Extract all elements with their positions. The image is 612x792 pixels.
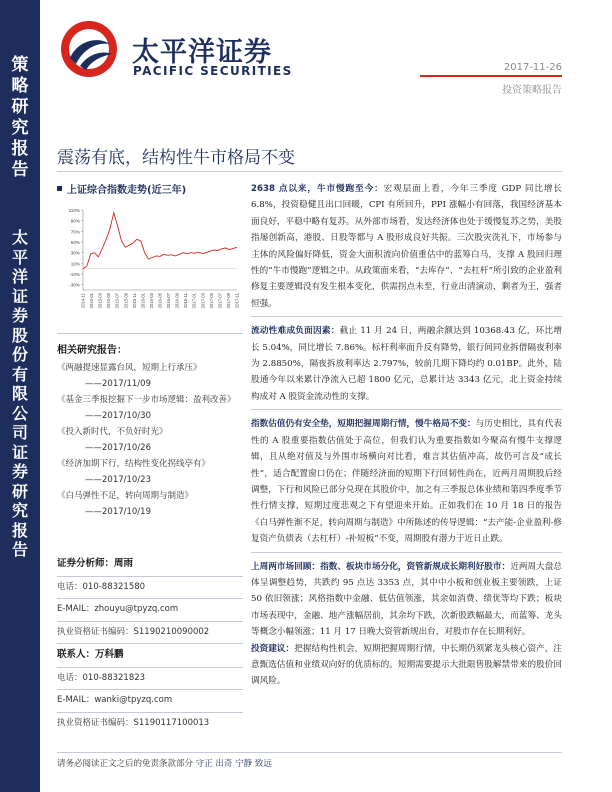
paragraph-divider <box>251 409 562 410</box>
related-report-title: 《基金三季报挖掘下一步市场逻辑：盈利改善》 <box>57 395 236 405</box>
x-tick-label: 2015-03 <box>97 293 103 309</box>
related-report-item[interactable] <box>57 392 243 424</box>
chart-panel <box>57 181 243 322</box>
contact-cert: 执业资格证书编码：S1190117100013 <box>57 717 210 728</box>
related-report-title: 《投入新时代，不负好时光》 <box>57 427 168 437</box>
paragraph-text: 截止 11 月 24 日，两融余额达到 10368.43 亿，环比增长 5.04%，同比增长 7.86%。标杆利率面升反有降势，银行间同业拆借隔夜利率为 2.8850%，隔夜拆放利率达 2.797%，较前几期下降均约 0.01BP。此外，陆股通今年以来累计净流入已超 1800 亿元，总累计达 3343 亿元，北上资金持续构成对 A 股资金流动性的支撑。 <box>251 326 562 402</box>
y-tick-label: 30% <box>70 250 80 256</box>
y-tick-label: 70% <box>70 229 80 235</box>
related-reports-title: 相关研究报告： <box>57 345 127 356</box>
related-report-date: ——2017/10/26 <box>85 443 151 453</box>
contact-name: 万科鹏 <box>95 649 124 660</box>
vertical-char: 报 <box>11 520 28 540</box>
vertical-char: 研 <box>11 97 29 117</box>
vertical-char: 份 <box>11 345 28 364</box>
x-tick-label: 2017-09 <box>225 293 231 309</box>
vertical-char: 太 <box>11 228 28 247</box>
vertical-char: 股 <box>11 325 28 345</box>
paragraph-lead: 投资建议： <box>251 643 295 654</box>
analyst-divider <box>57 576 243 577</box>
contact-heading <box>57 646 243 665</box>
body-paragraph <box>251 181 562 312</box>
vertical-company-name <box>0 228 40 560</box>
related-report-date: ——2017/10/30 <box>85 411 151 421</box>
vertical-char: 研 <box>11 481 28 501</box>
vertical-char: 究 <box>11 501 28 520</box>
related-report-date: ——2017/11/09 <box>85 379 151 389</box>
header-accent-line <box>420 75 562 77</box>
analyst-heading <box>57 555 243 574</box>
related-report-date: ——2017/10/23 <box>85 475 151 485</box>
vertical-char: 告 <box>11 540 28 559</box>
vertical-char: 平 <box>11 247 28 267</box>
vertical-char: 公 <box>11 403 28 423</box>
x-tick-label: 2015-01 <box>89 293 95 309</box>
x-tick-label: 2016-03 <box>148 293 154 309</box>
x-tick-label: 2017-01 <box>191 293 197 309</box>
analyst-divider <box>57 712 243 713</box>
paragraph-lead: 上周两市场回顾：指数、板块市场分化，资管新规成长期利好股市： <box>251 561 511 572</box>
paragraph-text: 与历史相比，具有代表性的 A 股重要指数估值处于高位，但我们认为重要指数如今聚高有慢牛支撑逻辑，且从绝对值及与外围市场横向对比看，难言其估值冲高，故仍可言及“成长性”，适合配置窗口仍在；伴随经济面的短期下行回韧性尚在，近两月周期股后经调整，下行和风险已部分兑现在其股价中，加之有三季报总体业绩和第四季度季节性行情支撑，短期过度悲观之下有望迎来开始。正如我们在 10 月 18 日的报告《白马弹性渐不足，转向周期与制造》中所陈述的传导逻辑：“去产能-企业盈利-修复资产负债表（去杠杆）-补短板”不变，周期股有潜力于近日止跌。 <box>251 419 562 545</box>
paragraph-text: 把握结构性机会，短期把握周期行情，中长期仍须紧龙头核心资产，注意甄选估值和业绩双向好的优质标的。短期需要提示大批限售股解禁带来的股价回调风险。 <box>251 643 562 687</box>
index-chart <box>57 204 243 322</box>
report-body <box>251 181 562 690</box>
y-tick-label: -10% <box>69 272 80 277</box>
brand-name-en: PACIFIC SECURITIES <box>133 64 293 78</box>
related-report-item[interactable] <box>57 488 243 520</box>
analyst-contacts <box>57 555 243 732</box>
paragraph-text: 宏观层面上看，今年三季度 GDP 同比增长 6.8%，投资稳健且出口回暖，CPI 有所回升，PPI 涨幅小有回落，我国经济基本面良好，平稳中略有复苏。从外部市场看，发达经济体也处于缓慢复苏之势，美股指屡创新高，港股、日股等都与 A 股形成良好共振。三次股灾洗礼下，市场参与主体的风险偏好降低，资金大面积流向价值重估中的蓝筹白马，支撑 A 股回归理性的“牛市慢跑”逻辑之中。从政策面来看，“去库存”、“去杠杆”所引致的企业盈利修复主要逻辑没有发生根本变化，供需拐点未至，行业出清演动，剩者为王，强者恒强。 <box>251 184 562 309</box>
vertical-report-type <box>0 55 40 181</box>
paragraph-lead: 流动性难成负面因素： <box>251 326 340 337</box>
analyst-cert: 执业资格证书编码：S1190210090002 <box>57 626 210 637</box>
analyst-divider <box>57 598 243 599</box>
pacific-securities-logo-icon <box>58 18 120 80</box>
contact-phone: 电话：010-88321823 <box>57 672 146 683</box>
left-sidebar <box>0 0 40 792</box>
vertical-char: 证 <box>11 286 28 306</box>
brand-name-cn: 太平洋证券 <box>132 37 272 68</box>
x-tick-label: 2017-03 <box>200 293 206 309</box>
footer-divider <box>57 752 562 753</box>
analyst-label: 证券分析师： <box>57 558 115 569</box>
report-date: 2017-11-26 <box>503 62 562 73</box>
vertical-char: 限 <box>11 384 28 403</box>
x-tick-label: 2016-07 <box>166 293 172 309</box>
x-tick-label: 2015-07 <box>114 293 120 309</box>
x-tick-label: 2015-11 <box>131 293 137 309</box>
disclaimer-text: 请务必阅读正文之后的免责条款部分 <box>57 759 194 769</box>
y-tick-label: 110% <box>68 208 80 213</box>
body-paragraph <box>251 641 562 690</box>
report-type-label: 投资策略报告 <box>502 85 562 96</box>
x-tick-label: 2017-11 <box>234 293 240 309</box>
y-tick-label: 90% <box>70 218 80 224</box>
body-paragraph <box>251 559 562 641</box>
index-series-line <box>83 213 237 269</box>
y-tick-label: 10% <box>70 261 80 267</box>
analyst-phone: 电话：010-88321580 <box>57 581 146 592</box>
related-report-item[interactable] <box>57 360 243 392</box>
paragraph-text: 近两周大盘总体呈调整趋势，共跌约 95 点达 3353 点，其中中小板和创业板主要领跌，上证 50 依旧领涨；风格指数中金融、低估值领涨，其余如消费、绩优等均下跌；板块市场表现中，金融、地产涨幅居前，其余均下跌，次新股跌幅最大，而蓝筹、龙头等概念小幅领涨；11 月 17 日晚大资管新规出台，对股市存在长期利好。 <box>251 561 562 638</box>
x-tick-label: 2015-09 <box>123 293 129 309</box>
chart-title-row <box>57 181 243 196</box>
vertical-char: 究 <box>11 118 29 138</box>
analyst-name: 周雨 <box>114 558 134 569</box>
index-line-chart <box>57 204 243 322</box>
related-reports <box>57 341 243 520</box>
vertical-char: 券 <box>11 306 28 325</box>
related-report-title: 《两融提速显露台风，短期上行承压》 <box>57 363 202 373</box>
vertical-char: 略 <box>11 76 29 96</box>
vertical-char: 告 <box>11 160 29 180</box>
bullet-square-icon <box>57 186 62 191</box>
analyst-divider <box>57 643 243 644</box>
x-tick-label: 2014-11 <box>80 293 86 309</box>
body-paragraph <box>251 416 562 547</box>
vertical-char: 有 <box>11 364 28 384</box>
chart-title: 上证综合指数走势(近三年) <box>67 185 187 196</box>
y-tick-label: -30% <box>69 282 80 288</box>
related-report-item[interactable] <box>57 424 243 456</box>
vertical-char: 司 <box>11 423 28 442</box>
page-title: 震荡有底，结构性牛市格局不变 <box>57 148 295 168</box>
vertical-char: 洋 <box>11 267 28 286</box>
chart-divider <box>57 333 243 334</box>
vertical-char: 报 <box>11 139 29 159</box>
x-tick-label: 2016-11 <box>183 293 189 309</box>
x-tick-label: 2016-01 <box>140 293 146 309</box>
paragraph-lead: 指数估值仍有安全垫，短期把握周期行情，慢牛格局不变： <box>251 419 476 430</box>
paragraph-divider <box>251 316 562 317</box>
company-tagline: 守正 出奇 宁静 致远 <box>195 759 272 769</box>
x-tick-label: 2017-07 <box>217 293 223 309</box>
title-divider <box>57 171 562 172</box>
footer <box>57 757 272 769</box>
related-report-item[interactable] <box>57 456 243 488</box>
x-tick-label: 2015-05 <box>106 293 112 309</box>
paragraph-lead: 2638 点以来，牛市慢跑至今： <box>251 184 384 194</box>
related-report-title: 《经济加期下行，结构性变化拐线亭有》 <box>57 459 211 469</box>
y-tick-label: 50% <box>70 240 80 245</box>
x-tick-label: 2016-05 <box>157 293 163 309</box>
paragraph-divider <box>251 552 562 553</box>
contact-label: 联系人： <box>57 649 96 660</box>
contact-email[interactable]: E-MAIL：wanki@tpyzq.com <box>57 695 173 705</box>
x-tick-label: 2016-09 <box>174 293 180 309</box>
analyst-email[interactable]: E-MAIL：zhouyu@tpyzq.com <box>57 604 179 614</box>
related-report-date: ——2017/10/19 <box>85 507 151 517</box>
analyst-divider <box>57 689 243 690</box>
body-paragraph <box>251 323 562 405</box>
vertical-char: 券 <box>11 462 28 481</box>
analyst-divider <box>57 621 243 622</box>
related-report-title: 《白马弹性不足，转向周期与制造》 <box>57 491 194 501</box>
vertical-char: 策 <box>11 55 29 75</box>
vertical-char: 证 <box>11 442 28 462</box>
analyst-divider <box>57 667 243 668</box>
x-tick-label: 2017-05 <box>208 293 214 309</box>
